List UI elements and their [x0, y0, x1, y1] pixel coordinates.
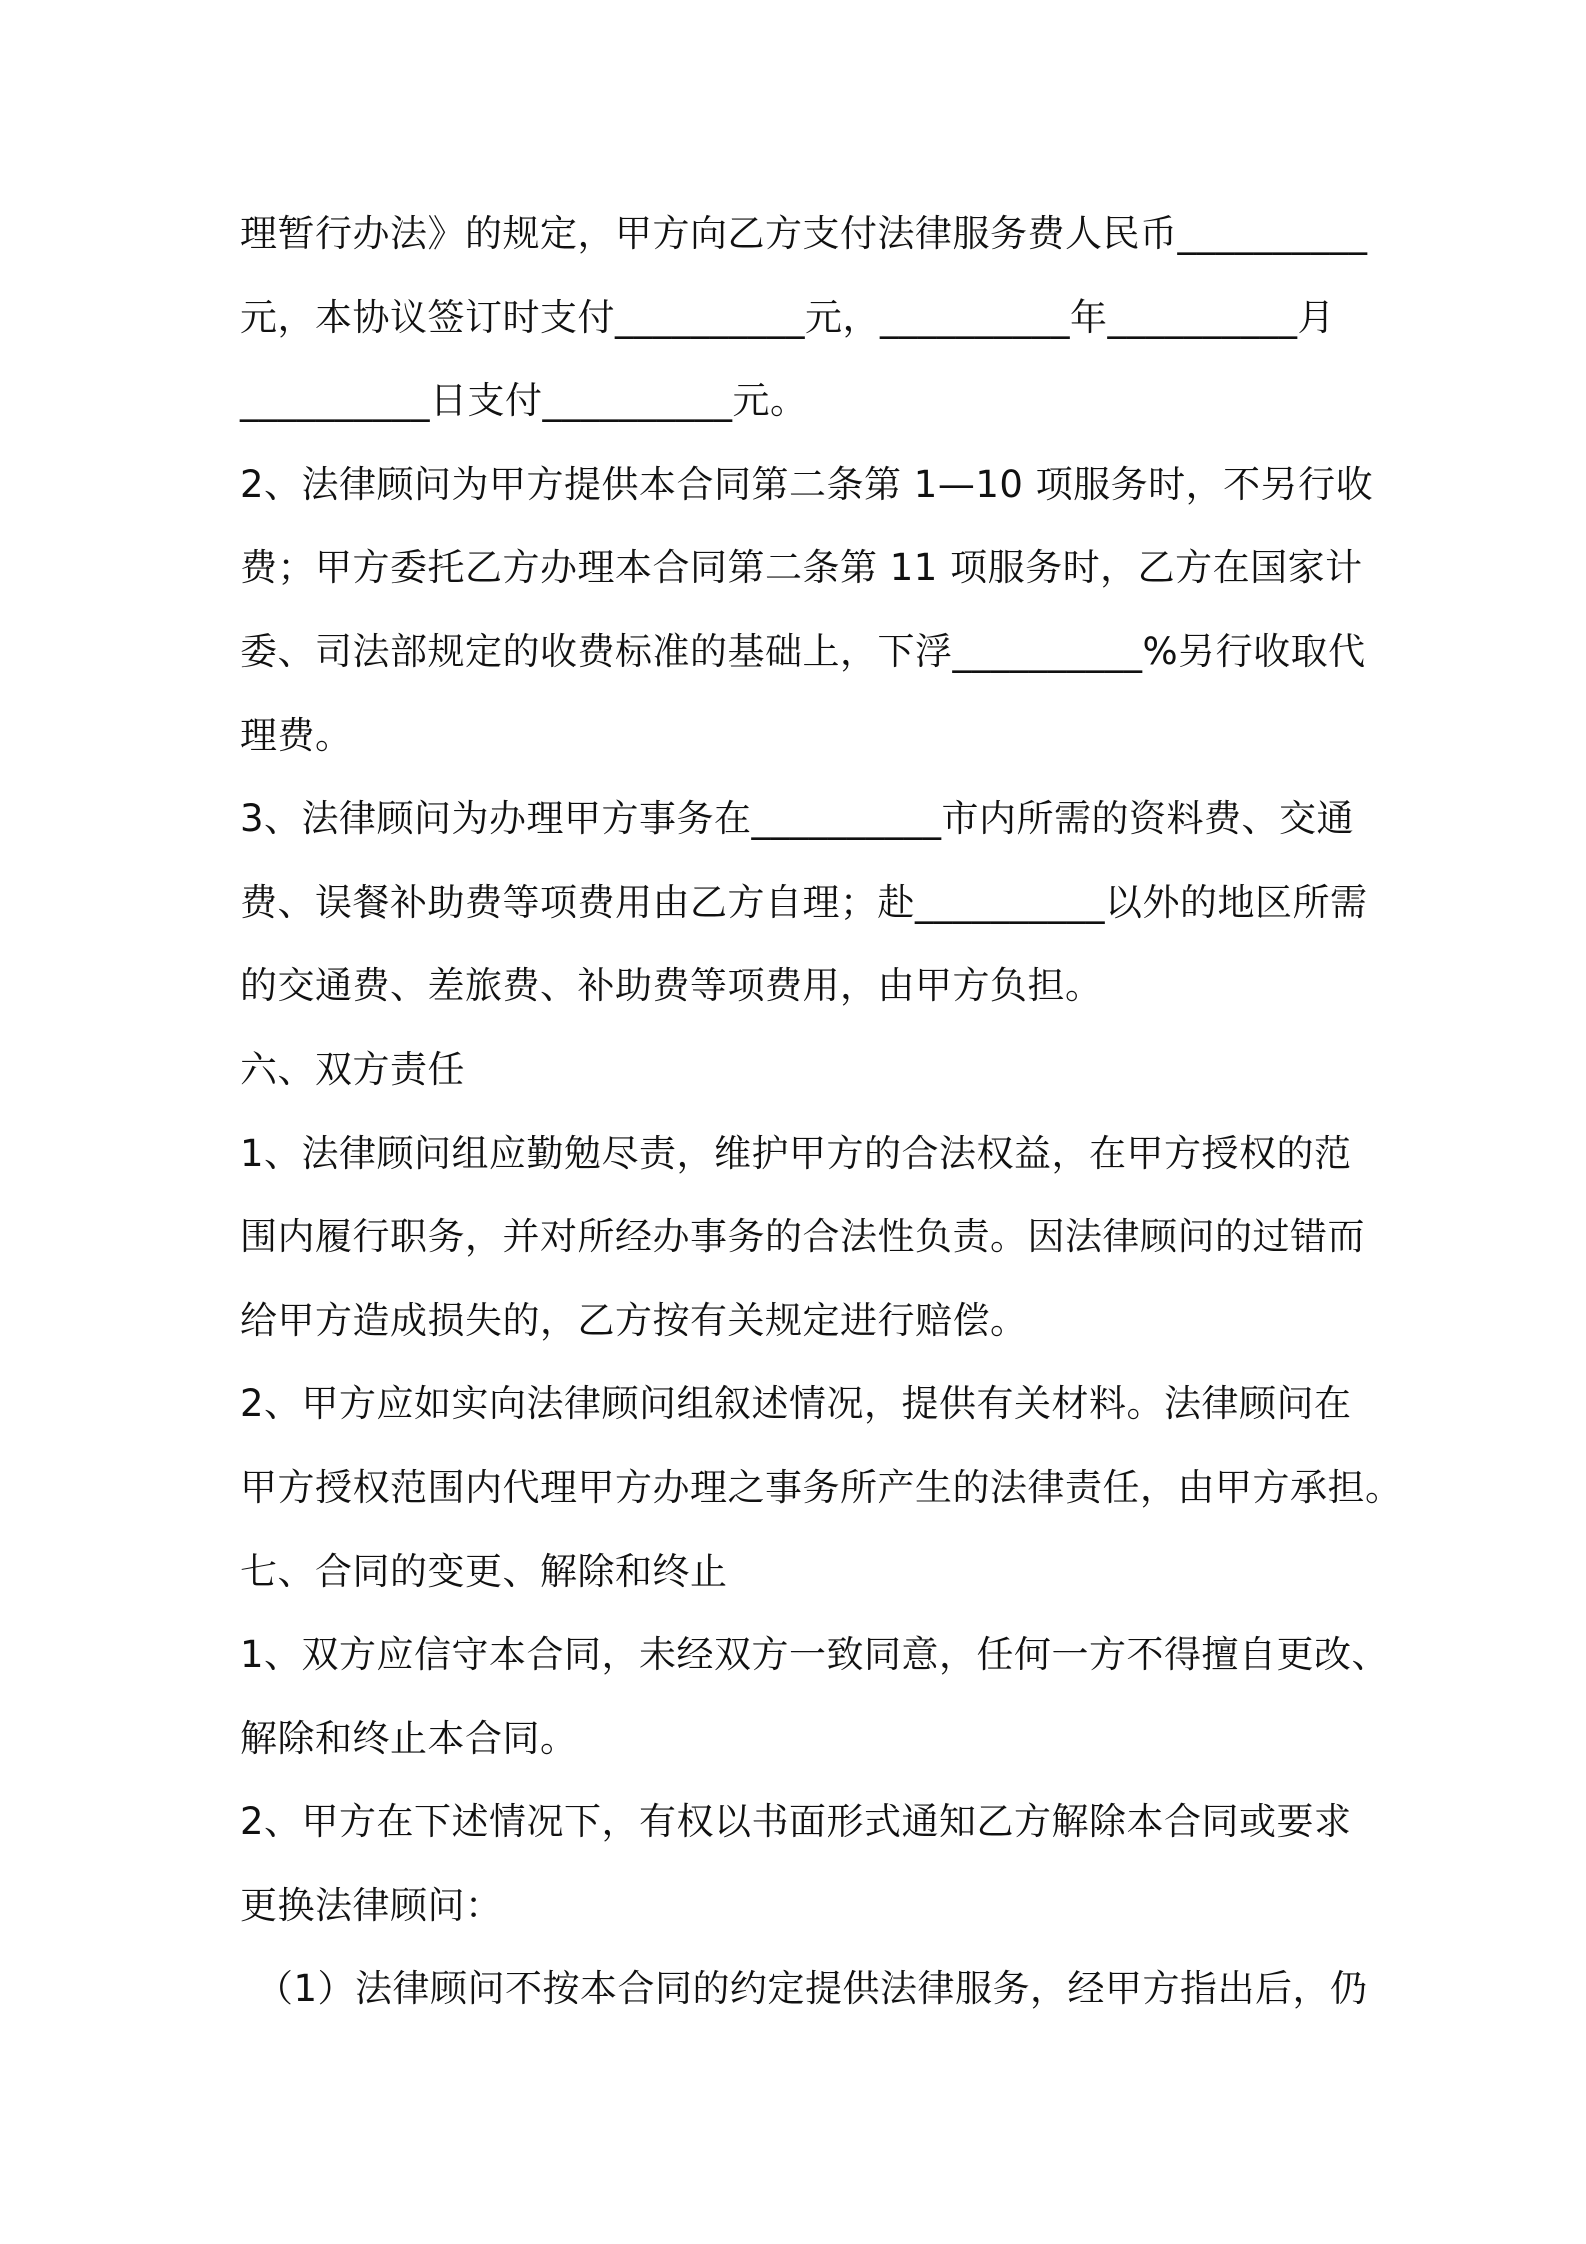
text-line: 元，本协议签订时支付__________元，__________年__________月: [240, 295, 1335, 339]
text-line: 2、甲方在下述情况下，有权以书面形式通知乙方解除本合同或要求: [240, 1800, 1352, 1844]
text-line: 1、法律顾问组应勤勉尽责，维护甲方的合法权益，在甲方授权的范: [240, 1131, 1352, 1175]
text-line: （1）法律顾问不按本合同的约定提供法律服务，经甲方指出后，仍: [256, 1967, 1368, 2011]
section-heading: 六、双方责任: [240, 1047, 465, 1091]
text-line: 甲方授权范围内代理甲方办理之事务所产生的法律责任，由甲方承担。: [240, 1465, 1403, 1509]
text-line: 2、甲方应如实向法律顾问组叙述情况，提供有关材料。法律顾问在: [240, 1382, 1352, 1426]
document-body: [240, 192, 1403, 2031]
text-line: 费；甲方委托乙方办理本合同第二条第 11 项服务时，乙方在国家计: [240, 546, 1363, 590]
text-line: 理费。: [240, 713, 353, 757]
text-line: 委、司法部规定的收费标准的基础上，下浮__________%另行收取代: [240, 629, 1366, 673]
text-line: 解除和终止本合同。: [240, 1716, 578, 1760]
text-line: 更换法律顾问：: [240, 1883, 503, 1927]
text-line: 围内履行职务，并对所经办事务的合法性负责。因法律顾问的过错而: [240, 1215, 1365, 1259]
text-line: 给甲方造成损失的，乙方按有关规定进行赔偿。: [240, 1298, 1028, 1342]
text-line: 1、双方应信守本合同，未经双方一致同意，任何一方不得擅自更改、: [240, 1633, 1390, 1677]
text-line: 3、法律顾问为办理甲方事务在__________市内所需的资料费、交通: [240, 797, 1355, 841]
text-line: 的交通费、差旅费、补助费等项费用，由甲方负担。: [240, 964, 1103, 1008]
section-heading: 七、合同的变更、解除和终止: [240, 1549, 728, 1593]
text-line: 理暂行办法》的规定，甲方向乙方支付法律服务费人民币__________: [240, 212, 1368, 255]
text-line: __________日支付__________元。: [240, 379, 808, 423]
text-line: 费、误餐补助费等项费用由乙方自理；赴__________以外的地区所需: [240, 880, 1368, 924]
text-line: 2、法律顾问为甲方提供本合同第二条第 1—10 项服务时，不另行收: [240, 462, 1374, 506]
